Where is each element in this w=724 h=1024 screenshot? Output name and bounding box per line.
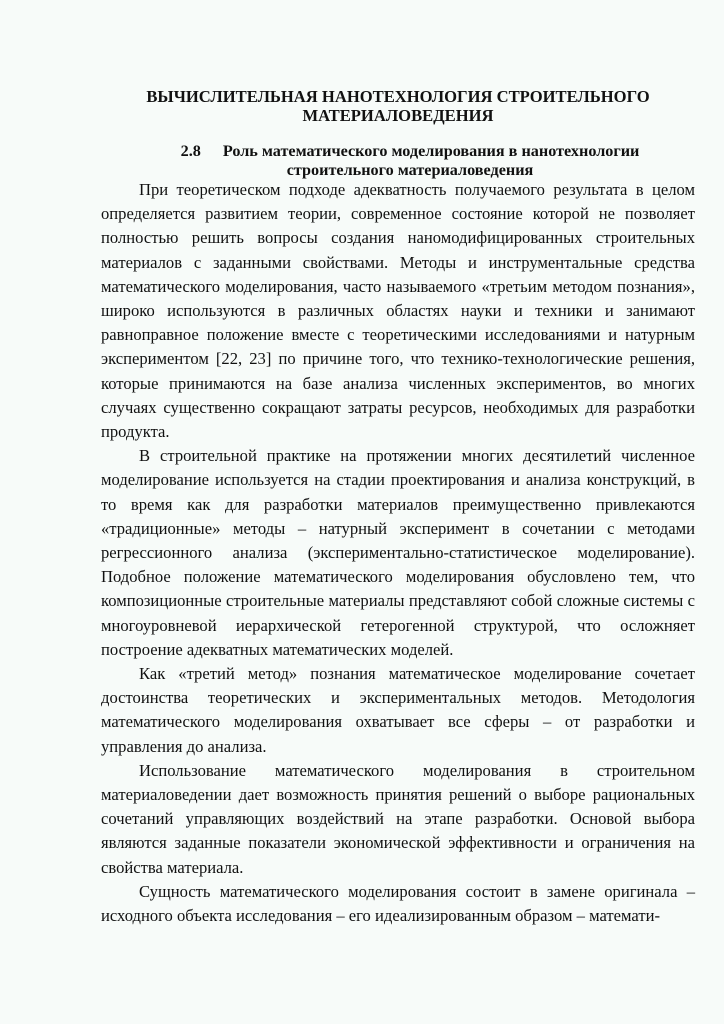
paragraph: Как «третий метод» познания математическое моделирование сочетает достоинства теоретических и экспериментальных методов. Методология математического моделирования охватывает все сферы – от разработки и управления до анализа.: [101, 664, 695, 756]
section-title: Роль математического моделирования в нанотехнологии строительного материаловедения: [222, 142, 640, 179]
main-title: ВЫЧИСЛИТЕЛЬНАЯ НАНОТЕХНОЛОГИЯ СТРОИТЕЛЬНОГО МАТЕРИАЛОВЕДЕНИЯ: [146, 87, 650, 125]
paragraph: В строительной практике на протяжении многих десятилетий численное моделирование используется на стадии проектирования и анализа конструкций, в то время как для разработки материалов преимущественно привлекаются «традиционные» методы – натурный эксперимент в сочетании с методами регрессионного анализа (экспериментально-статистическое моделирование). Подобное положение математического моделирования обусловлено тем, что композиционные строительные материалы представляют собой сложные системы с многоуровневой иерархической гетерогенной структурой, что осложняет построение адекватных математических моделей.: [101, 446, 695, 659]
section-heading: [130, 142, 690, 180]
paragraph: При теоретическом подходе адекватность получаемого результата в целом определяется развитием теории, современное состояние которой не позволяет полностью решить вопросы создания наномодифицированных строительных материалов с заданными свойствами. Методы и инструментальные средства математического моделирования, часто называемого «третьим методом познания», широко используются в различных областях науки и техники и занимают равноправное положение вместе с теоретическими исследованиями и натурным экспериментом [22, 23] по причине того, что технико-технологические решения, которые принимаются на базе анализа численных экспериментов, во многих случаях существенно сокращают затраты ресурсов, необходимых для разработки продукта.: [101, 180, 695, 442]
paragraph: Использование математического моделирования в строительном материаловедении дает возможность принятия решений о выборе рациональных сочетаний управляющих воздействий на этапе разработки. Основой выбора являются заданные показатели экономической эффективности и ограничения на свойства материала.: [101, 760, 695, 877]
paragraph: Сущность математического моделирования состоит в замене оригинала – исходного объекта исследования – его идеализированным образом – математи-: [101, 881, 695, 926]
body-text: [101, 178, 695, 928]
section-number: 2.8: [180, 142, 201, 160]
